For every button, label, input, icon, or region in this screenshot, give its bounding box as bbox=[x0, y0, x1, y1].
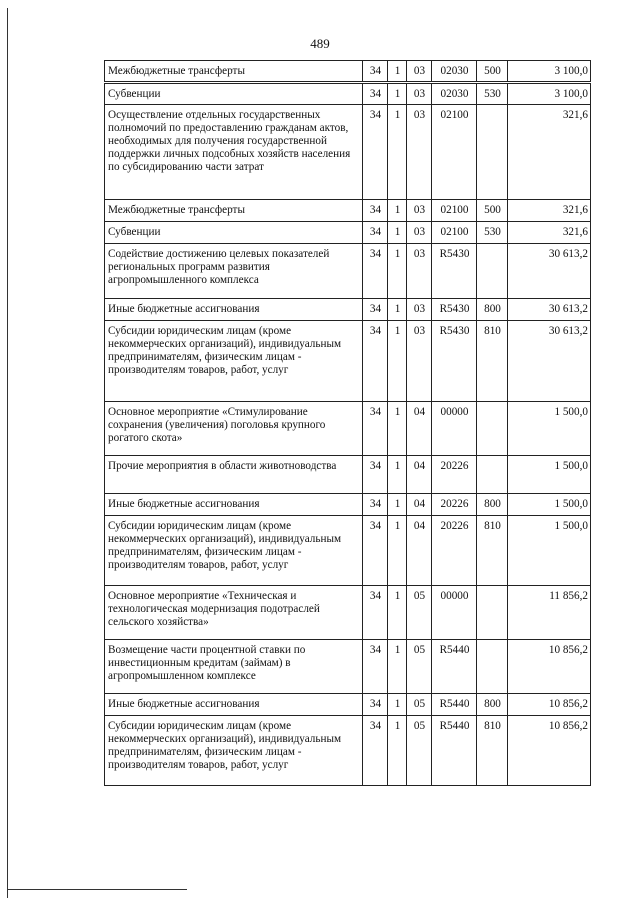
item-code-cell: 02030 bbox=[432, 61, 477, 83]
subprogram-code-cell: 1 bbox=[388, 516, 407, 586]
budget-table-body bbox=[105, 61, 591, 786]
subprogram-code-cell: 1 bbox=[388, 105, 407, 200]
subprogram-code-cell: 1 bbox=[388, 456, 407, 494]
amount-cell: 3 100,0 bbox=[508, 61, 591, 83]
chapter-code-cell: 34 bbox=[363, 105, 388, 200]
chapter-code-cell: 34 bbox=[363, 244, 388, 299]
chapter-code-cell: 34 bbox=[363, 200, 388, 222]
amount-cell: 30 613,2 bbox=[508, 244, 591, 299]
subprogram-code-cell: 1 bbox=[388, 321, 407, 402]
amount-cell: 1 500,0 bbox=[508, 494, 591, 516]
expense-type-cell bbox=[477, 640, 508, 694]
subprogram-code-cell: 1 bbox=[388, 299, 407, 321]
row-name-cell: Межбюджетные трансферты bbox=[105, 200, 363, 222]
amount-cell: 321,6 bbox=[508, 105, 591, 200]
expense-type-cell: 500 bbox=[477, 200, 508, 222]
expense-type-cell bbox=[477, 105, 508, 200]
chapter-code-cell: 34 bbox=[363, 222, 388, 244]
amount-cell: 3 100,0 bbox=[508, 83, 591, 105]
item-code-cell: R5430 bbox=[432, 321, 477, 402]
chapter-code-cell: 34 bbox=[363, 321, 388, 402]
subprogram-code-cell: 1 bbox=[388, 494, 407, 516]
group-code-cell: 04 bbox=[407, 402, 432, 456]
item-code-cell: 20226 bbox=[432, 516, 477, 586]
table-row bbox=[105, 200, 591, 222]
chapter-code-cell: 34 bbox=[363, 83, 388, 105]
row-name-cell: Субвенции bbox=[105, 222, 363, 244]
page-number: 489 bbox=[310, 36, 330, 51]
table-row bbox=[105, 402, 591, 456]
group-code-cell: 03 bbox=[407, 222, 432, 244]
amount-cell: 1 500,0 bbox=[508, 516, 591, 586]
amount-cell: 30 613,2 bbox=[508, 299, 591, 321]
expense-type-cell: 530 bbox=[477, 83, 508, 105]
expense-type-cell bbox=[477, 402, 508, 456]
chapter-code-cell: 34 bbox=[363, 640, 388, 694]
row-name-cell: Прочие мероприятия в области животноводства bbox=[105, 456, 363, 494]
amount-cell: 321,6 bbox=[508, 200, 591, 222]
item-code-cell: R5440 bbox=[432, 640, 477, 694]
item-code-cell: 02100 bbox=[432, 222, 477, 244]
group-code-cell: 03 bbox=[407, 105, 432, 200]
chapter-code-cell: 34 bbox=[363, 516, 388, 586]
table-row bbox=[105, 456, 591, 494]
chapter-code-cell: 34 bbox=[363, 61, 388, 83]
expense-type-cell: 530 bbox=[477, 222, 508, 244]
item-code-cell: 02100 bbox=[432, 105, 477, 200]
row-name-cell: Субвенции bbox=[105, 83, 363, 105]
item-code-cell: 02100 bbox=[432, 200, 477, 222]
group-code-cell: 05 bbox=[407, 694, 432, 716]
chapter-code-cell: 34 bbox=[363, 716, 388, 786]
group-code-cell: 04 bbox=[407, 516, 432, 586]
chapter-code-cell: 34 bbox=[363, 456, 388, 494]
table-row bbox=[105, 716, 591, 786]
item-code-cell: 20226 bbox=[432, 456, 477, 494]
amount-cell: 1 500,0 bbox=[508, 456, 591, 494]
subprogram-code-cell: 1 bbox=[388, 586, 407, 640]
expense-type-cell bbox=[477, 586, 508, 640]
row-name-cell: Субсидии юридическим лицам (кроме некоммерческих организаций), индивидуальным предпринимателям, физическим лицам - производителям товаров, работ, услуг bbox=[105, 716, 363, 786]
group-code-cell: 05 bbox=[407, 716, 432, 786]
table-row bbox=[105, 105, 591, 200]
table-row bbox=[105, 640, 591, 694]
row-name-cell: Субсидии юридическим лицам (кроме некоммерческих организаций), индивидуальным предпринимателям, физическим лицам - производителям товаров, работ, услуг bbox=[105, 321, 363, 402]
item-code-cell: 20226 bbox=[432, 494, 477, 516]
group-code-cell: 03 bbox=[407, 61, 432, 83]
subprogram-code-cell: 1 bbox=[388, 200, 407, 222]
amount-cell: 321,6 bbox=[508, 222, 591, 244]
table-row bbox=[105, 61, 591, 83]
item-code-cell: R5430 bbox=[432, 244, 477, 299]
group-code-cell: 03 bbox=[407, 321, 432, 402]
bottom-margin-rule bbox=[7, 889, 187, 890]
budget-table bbox=[104, 60, 591, 786]
amount-cell: 10 856,2 bbox=[508, 716, 591, 786]
table-row bbox=[105, 494, 591, 516]
row-name-cell: Осуществление отдельных государственных полномочий по предоставлению гражданам актов, необходимых для получения государственной поддержки личных подсобных хозяйств населения по субсидированию части затрат bbox=[105, 105, 363, 200]
amount-cell: 10 856,2 bbox=[508, 640, 591, 694]
chapter-code-cell: 34 bbox=[363, 494, 388, 516]
chapter-code-cell: 34 bbox=[363, 586, 388, 640]
item-code-cell: 00000 bbox=[432, 402, 477, 456]
row-name-cell: Иные бюджетные ассигнования bbox=[105, 299, 363, 321]
table-row bbox=[105, 222, 591, 244]
group-code-cell: 03 bbox=[407, 299, 432, 321]
expense-type-cell: 810 bbox=[477, 716, 508, 786]
row-name-cell: Основное мероприятие «Техническая и технологическая модернизация подотраслей сельского хозяйства» bbox=[105, 586, 363, 640]
subprogram-code-cell: 1 bbox=[388, 716, 407, 786]
table-row bbox=[105, 586, 591, 640]
table-row bbox=[105, 694, 591, 716]
subprogram-code-cell: 1 bbox=[388, 83, 407, 105]
table-row bbox=[105, 321, 591, 402]
left-margin-rule bbox=[7, 8, 8, 898]
item-code-cell: R5440 bbox=[432, 694, 477, 716]
expense-type-cell: 800 bbox=[477, 694, 508, 716]
item-code-cell: R5430 bbox=[432, 299, 477, 321]
amount-cell: 11 856,2 bbox=[508, 586, 591, 640]
item-code-cell: R5440 bbox=[432, 716, 477, 786]
group-code-cell: 05 bbox=[407, 640, 432, 694]
chapter-code-cell: 34 bbox=[363, 694, 388, 716]
amount-cell: 1 500,0 bbox=[508, 402, 591, 456]
subprogram-code-cell: 1 bbox=[388, 222, 407, 244]
row-name-cell: Иные бюджетные ассигнования bbox=[105, 694, 363, 716]
group-code-cell: 03 bbox=[407, 244, 432, 299]
item-code-cell: 02030 bbox=[432, 83, 477, 105]
row-name-cell: Основное мероприятие «Стимулирование сохранения (увеличения) поголовья крупного рогатого скота» bbox=[105, 402, 363, 456]
expense-type-cell bbox=[477, 456, 508, 494]
row-name-cell: Субсидии юридическим лицам (кроме некоммерческих организаций), индивидуальным предпринимателям, физическим лицам - производителям товаров, работ, услуг bbox=[105, 516, 363, 586]
expense-type-cell: 800 bbox=[477, 494, 508, 516]
subprogram-code-cell: 1 bbox=[388, 402, 407, 456]
item-code-cell: 00000 bbox=[432, 586, 477, 640]
table-row bbox=[105, 244, 591, 299]
expense-type-cell: 810 bbox=[477, 516, 508, 586]
expense-type-cell bbox=[477, 244, 508, 299]
subprogram-code-cell: 1 bbox=[388, 640, 407, 694]
table-row bbox=[105, 516, 591, 586]
group-code-cell: 04 bbox=[407, 494, 432, 516]
group-code-cell: 03 bbox=[407, 83, 432, 105]
subprogram-code-cell: 1 bbox=[388, 61, 407, 83]
row-name-cell: Иные бюджетные ассигнования bbox=[105, 494, 363, 516]
table-row bbox=[105, 83, 591, 105]
table-row bbox=[105, 299, 591, 321]
group-code-cell: 03 bbox=[407, 200, 432, 222]
subprogram-code-cell: 1 bbox=[388, 244, 407, 299]
chapter-code-cell: 34 bbox=[363, 299, 388, 321]
subprogram-code-cell: 1 bbox=[388, 694, 407, 716]
expense-type-cell: 800 bbox=[477, 299, 508, 321]
row-name-cell: Межбюджетные трансферты bbox=[105, 61, 363, 83]
chapter-code-cell: 34 bbox=[363, 402, 388, 456]
row-name-cell: Возмещение части процентной ставки по инвестиционным кредитам (займам) в агропромышленном комплексе bbox=[105, 640, 363, 694]
amount-cell: 10 856,2 bbox=[508, 694, 591, 716]
amount-cell: 30 613,2 bbox=[508, 321, 591, 402]
expense-type-cell: 500 bbox=[477, 61, 508, 83]
row-name-cell: Содействие достижению целевых показателей региональных программ развития агропромышленного комплекса bbox=[105, 244, 363, 299]
group-code-cell: 05 bbox=[407, 586, 432, 640]
group-code-cell: 04 bbox=[407, 456, 432, 494]
expense-type-cell: 810 bbox=[477, 321, 508, 402]
